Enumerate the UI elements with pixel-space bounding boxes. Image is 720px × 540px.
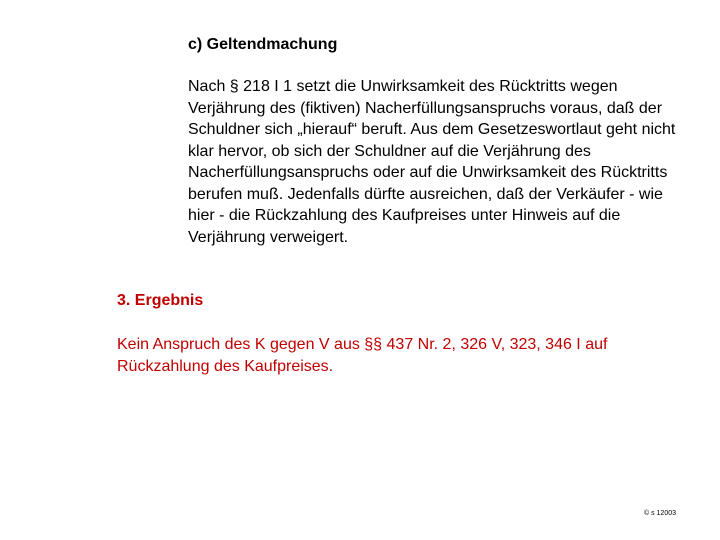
section-ergebnis xyxy=(117,290,687,377)
result-heading: 3. Ergebnis xyxy=(117,292,204,309)
section-geltendmachung xyxy=(188,34,688,248)
copyright-notice: © s 12003 xyxy=(643,510,676,517)
section-paragraph: Nach § 218 I 1 setzt die Unwirksamkeit des Rücktritts wegen Verjährung des (fiktiven) Nacherfüllungsanspruchs voraus, daß der Schuldner sich „hierauf“ beruft. Aus dem Gesetzeswortlaut geht nicht klar hervor, ob sich der Schuldner auf die Verjährung des Nacherfüllungsanspruchs oder auf die Unwirksamkeit des Rücktritts berufen muß. Jedenfalls dürfte ausreichen, daß der Verkäufer - wie hier - die Rückzahlung des Kaufpreises unter Hinweis auf die Verjährung verweigert. xyxy=(188,78,676,246)
section-heading: c) Geltendmachung xyxy=(188,36,338,53)
result-paragraph: Kein Anspruch des K gegen V aus §§ 437 Nr. 2, 326 V, 323, 346 I auf Rückzahlung des Kaufpreises. xyxy=(117,336,608,375)
